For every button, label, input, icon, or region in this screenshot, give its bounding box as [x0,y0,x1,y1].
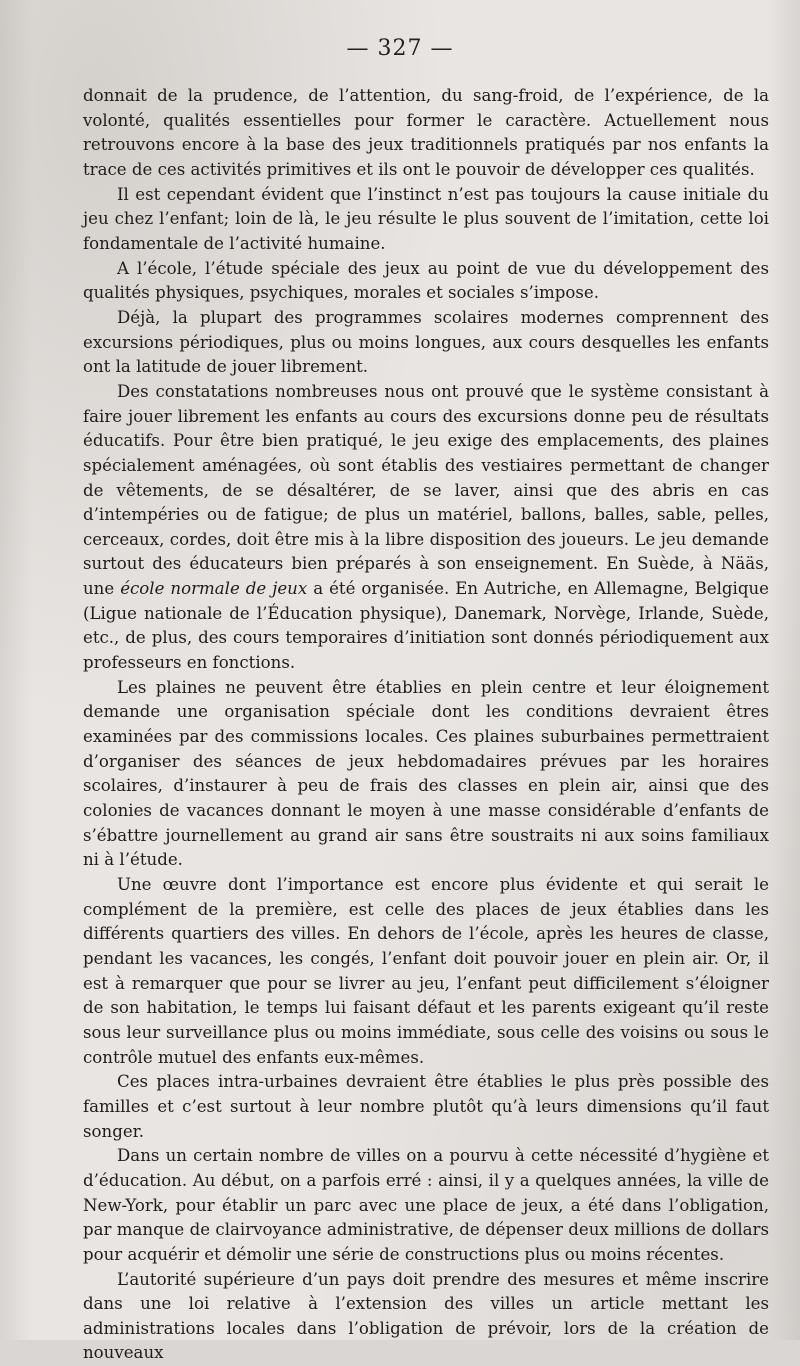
paragraph-10: L’autorité supérieure d’un pays doit prendre des mesures et même inscrire dans une loi relative à l’extension des villes un article mettant les administrations locales dans l’obligation de prévoir, lors de la création de nouveaux [83,1268,769,1366]
paragraph-9: Dans un certain nombre de villes on a pourvu à cette nécessité d’hygiène et d’éducation. Au début, on a parfois erré : ainsi, il y a quelques années, la ville de New-York, pour établir un parc avec une place de jeux, a été dans l’obligation, par manque de clairvoyance administrative, de dépenser deux millions de dollars pour acquérir et démolir une série de constructions plus ou moins récentes. [83,1144,769,1267]
paragraph-5-text-after: a été organisée. En Autriche, en Allemagne, Belgique (Ligue nationale de l’Éducation physique), Danemark, Norvège, Irlande, Suède, etc., de plus, des cours temporaires d’initiation sont donnés périodiquement aux professeurs en fonctions. [83,579,769,672]
paragraph-1: donnait de la prudence, de l’attention, du sang-froid, de l’expérience, de la volonté, qualités essentielles pour former le caractère. Actuellement nous retrouvons encore à la base des jeux traditionnels pratiqués par nos enfants la trace de ces activités primitives et ils ont le pouvoir de développer ces qualités. [83,84,769,183]
paragraph-2: Il est cependant évident que l’instinct n’est pas toujours la cause initiale du jeu chez l’enfant; loin de là, le jeu résulte le plus souvent de l’imitation, cette loi fondamentale de l’activité humaine. [83,183,769,257]
paragraph-4: Déjà, la plupart des programmes scolaires modernes comprennent des excursions périodiques, plus ou moins longues, aux cours desquelles les enfants ont la latitude de jouer librement. [83,306,769,380]
paragraph-7: Une œuvre dont l’importance est encore plus évidente et qui serait le complément de la première, est celle des places de jeux établies dans les différents quartiers des villes. En dehors de l’école, après les heures de classe, pendant les vacances, les congés, l’enfant doit pouvoir jouer en plein air. Or, il est à remarquer que pour se livrer au jeu, l’enfant peut difficilement s’éloigner de son habitation, le temps lui faisant défaut et les parents exigeant qu’il reste sous leur surveillance plus ou moins immédiate, sous celle des voisins ou sous le contrôle mutuel des enfants eux-mêmes. [83,873,769,1070]
page-number: — 327 — [0,36,800,61]
paragraph-6: Les plaines ne peuvent être établies en plein centre et leur éloignement demande une organisation spéciale dont les conditions devraient êtres examinées par des commissions locales. Ces plaines suburbaines permettraient d’organiser des séances de jeux hebdomadaires prévues par les horaires scolaires, d’instaurer à peu de frais des classes en plein air, ainsi que des colonies de vacances donnant le moyen à une masse considérable d’enfants de s’ébattre journellement au grand air sans être soustraits ni aux soins familiaux ni à l’étude. [83,676,769,873]
paragraph-8: Ces places intra-urbaines devraient être établies le plus près possible des familles et c’est surtout à leur nombre plutôt qu’à leurs dimensions qu’il faut songer. [83,1070,769,1144]
emphasized-phrase: école normale de jeux [120,579,307,598]
paragraph-5 [83,380,769,676]
body-text [83,84,769,1366]
paragraph-5-text-before: Des constatations nombreuses nous ont prouvé que le système consistant à faire jouer librement les enfants au cours des excursions donne peu de résultats éducatifs. Pour être bien pratiqué, le jeu exige des emplacements, des plaines spécialement aménagées, où sont établis des vestiaires permettant de changer de vêtements, de se désaltérer, de se laver, ainsi que des abris en cas d’intempéries ou de fatigue; de plus un matériel, ballons, balles, sable, pelles, cerceaux, cordes, doit être mis à la libre disposition des joueurs. Le jeu demande surtout des éducateurs bien préparés à son enseignement. En Suède, à Nääs, une [83,382,769,598]
paragraph-3: A l’école, l’étude spéciale des jeux au point de vue du développement des qualités physiques, psychiques, morales et sociales s’impose. [83,257,769,306]
